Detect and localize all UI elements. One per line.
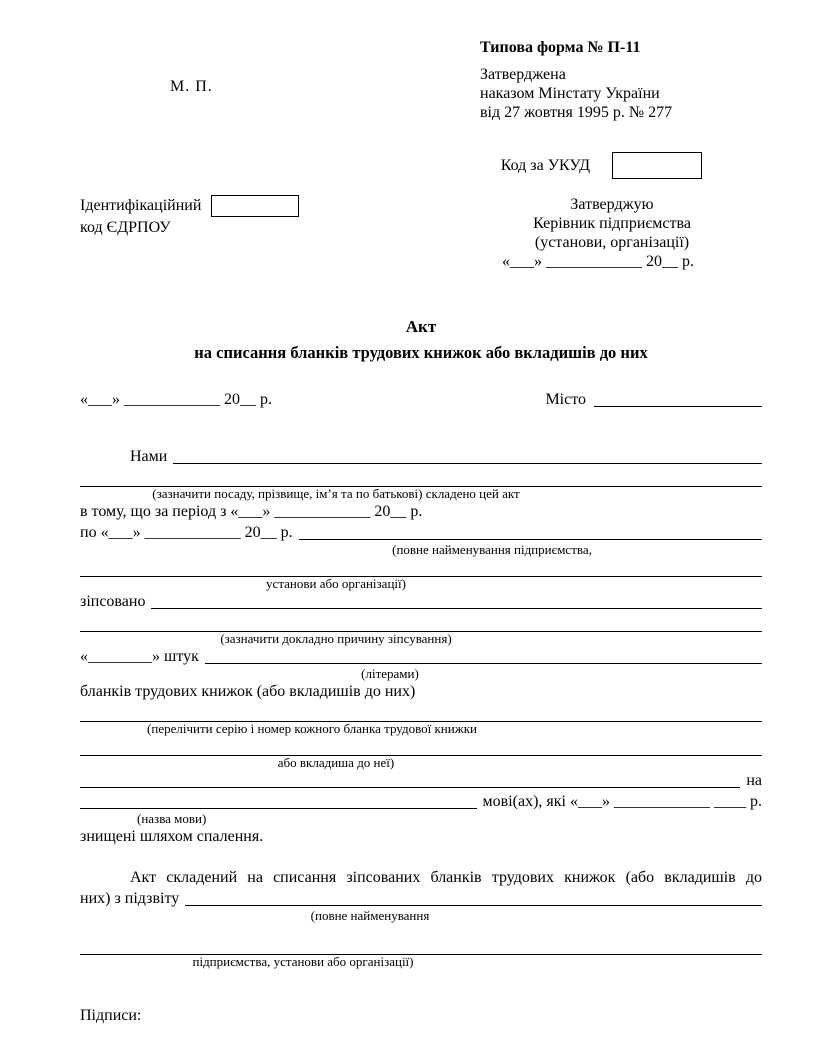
blank-line-field — [80, 467, 762, 487]
act-date-line: «___» ____________ 20__ р. — [80, 391, 272, 408]
approve-block — [462, 195, 762, 271]
movi-row — [80, 791, 762, 812]
shtuk-row — [80, 646, 762, 667]
header-row-edrpou-approve — [80, 195, 762, 271]
period-line1: в тому, що за період з «___» ____________ 20__ р. — [80, 503, 423, 520]
nami-label: Нами — [130, 448, 168, 465]
stamp-placeholder: М. П. — [170, 78, 213, 95]
approve-line: (установи, організації) — [534, 234, 690, 251]
blank-field — [80, 770, 740, 788]
na-row — [80, 770, 762, 791]
caption-language: (назва мови) — [137, 811, 207, 826]
document-body — [80, 446, 762, 1026]
paragraph-indent — [80, 446, 130, 467]
language-blank-field — [80, 791, 477, 809]
approve-line: Затверджую — [570, 196, 654, 213]
period-line2-row — [80, 522, 762, 543]
caption-company2: установи або організації) — [266, 576, 406, 591]
caption-letters: (літерами) — [361, 666, 419, 681]
quantity-words-blank-field — [205, 646, 762, 664]
caption-position: (зазначити посаду, прізвище, ім’я та по батькові) складено цей акт — [152, 486, 520, 501]
approved-line: наказом Мінстату України — [480, 85, 660, 102]
na-suffix: на — [746, 772, 762, 789]
caption-fullname2: підприємства, установи або організації) — [192, 954, 414, 969]
approved-line: від 27 жовтня 1995 р. № 277 — [480, 104, 673, 121]
blanks-line: бланків трудових книжок (або вкладишів до них) — [80, 683, 416, 700]
caption-fullname1: (повне найменування — [310, 908, 430, 923]
nami-blank-field — [173, 446, 762, 464]
ukud-code-box — [612, 152, 702, 179]
blank-line-field — [80, 557, 762, 577]
caption-reason: (зазначити докладно причину зіпсування) — [220, 631, 452, 646]
title-line2: на списання бланків трудових книжок або вкладишів до них — [194, 343, 648, 362]
city-blank-field — [594, 389, 762, 407]
movi-suffix: мові(ах), які «___» ____________ ____ р. — [482, 793, 762, 810]
caption-series2: або вкладиша до неї) — [277, 755, 395, 770]
edrpou-label-line2: код ЄДРПОУ — [80, 219, 171, 236]
zipsovano-label: зіпсовано — [80, 593, 146, 610]
nami-row — [80, 446, 762, 467]
caption-company1: (повне найменування підприємства, — [392, 542, 592, 557]
header — [80, 38, 762, 122]
blank-line-field — [80, 702, 762, 722]
edrpou-code-box — [211, 195, 299, 217]
approve-line: Керівник підприємства — [533, 215, 691, 232]
form-approved-block — [480, 65, 762, 122]
akt-paragraph-line1: Акт складений на списання зіпсованих бланків трудових книжок (або вкладишів до — [130, 869, 762, 886]
edrpou-label-line1: Ідентифікаційний — [80, 197, 202, 214]
city-label: Місто — [545, 391, 586, 408]
form-code: Типова форма № П-11 — [480, 39, 641, 56]
ukud-code-label: Код за УКУД — [500, 156, 590, 174]
blank-line-field — [80, 736, 762, 756]
approve-date-line: «___» ____________ 20__ р. — [502, 253, 694, 270]
approved-line: Затверджена — [480, 66, 566, 83]
title-line1: Акт — [405, 317, 437, 336]
signatures-label: Підписи: — [80, 1007, 142, 1024]
edrpou-block — [80, 195, 380, 271]
company-name-blank-field — [299, 522, 762, 540]
blank-line-field — [80, 935, 762, 955]
shtuk-label: «________» штук — [80, 648, 199, 665]
destroyed-line: знищені шляхом спалення. — [80, 828, 264, 845]
subreport-blank-field — [185, 888, 762, 906]
period-line2-label: по «___» ____________ 20__ р. — [80, 524, 293, 541]
caption-series1: (перелічити серію і номер кожного бланка трудової книжки — [147, 721, 477, 736]
zipsovano-blank-field — [151, 591, 762, 609]
document-title — [80, 315, 762, 365]
zipsovano-row — [80, 591, 762, 612]
akt-paragraph-line2-row — [80, 888, 762, 909]
spacer — [272, 389, 545, 410]
ukud-code-row — [80, 152, 702, 179]
blank-line-field — [80, 612, 762, 632]
date-city-row — [80, 389, 762, 410]
akt-paragraph-line2-label: них) з підзвіту — [80, 890, 180, 907]
form-info-block — [480, 38, 762, 122]
